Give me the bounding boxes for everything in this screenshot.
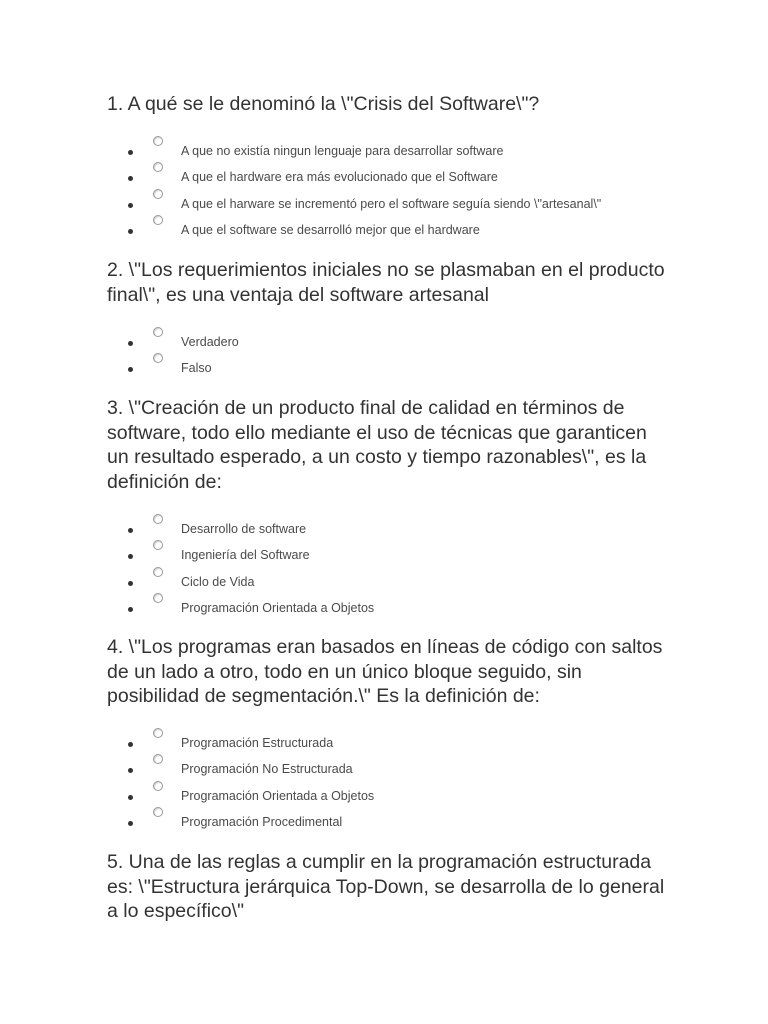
- option-label: A que el hardware era más evolucionado que el Software: [181, 170, 498, 185]
- question-2: [107, 258, 667, 376]
- bullet-icon: [128, 229, 133, 234]
- option-label: Programación Orientada a Objetos: [181, 788, 375, 803]
- radio-button[interactable]: [153, 514, 163, 524]
- radio-button[interactable]: [153, 136, 163, 146]
- option-label: Ciclo de Vida: [181, 574, 255, 589]
- radio-button[interactable]: [153, 781, 163, 791]
- radio-button[interactable]: [153, 754, 163, 764]
- option-item[interactable]: [107, 359, 667, 385]
- radio-button[interactable]: [153, 353, 163, 363]
- bullet-icon: [128, 341, 133, 346]
- radio-button[interactable]: [153, 162, 163, 172]
- option-label: Programación Procedimental: [181, 815, 343, 830]
- option-label: Programación Estructurada: [181, 736, 334, 750]
- option-item[interactable]: [107, 221, 667, 247]
- option-item[interactable]: [107, 734, 667, 760]
- option-label: Programación Orientada a Objetos: [181, 601, 375, 616]
- radio-button[interactable]: [153, 327, 163, 337]
- radio-button[interactable]: [153, 807, 163, 817]
- option-item[interactable]: [107, 760, 667, 786]
- option-item[interactable]: [107, 599, 667, 625]
- option-item[interactable]: [107, 787, 667, 813]
- radio-button[interactable]: [153, 215, 163, 225]
- option-item[interactable]: [107, 142, 667, 168]
- bullet-icon: [128, 203, 133, 208]
- radio-button[interactable]: [153, 189, 163, 199]
- question-4: [107, 635, 667, 830]
- bullet-icon: [128, 150, 133, 155]
- bullet-icon: [128, 581, 133, 586]
- option-label: Falso: [181, 361, 212, 376]
- bullet-icon: [128, 367, 133, 372]
- bullet-icon: [128, 821, 133, 826]
- radio-button[interactable]: [153, 567, 163, 577]
- option-label: Ingeniería del Software: [181, 548, 310, 563]
- radio-button[interactable]: [153, 728, 163, 738]
- bullet-icon: [128, 742, 133, 747]
- question-3: [107, 396, 667, 616]
- option-label: Desarrollo de software: [181, 522, 307, 536]
- bullet-icon: [128, 528, 133, 533]
- bullet-icon: [128, 795, 133, 800]
- bullet-icon: [128, 554, 133, 559]
- option-item[interactable]: [107, 195, 667, 221]
- option-label: A que no existía ningun lenguaje para desarrollar software: [181, 144, 504, 158]
- question-text: 2. \"Los requerimientos iniciales no se plasmaban en el producto final\", es una ventaja del software artesanal: [107, 259, 665, 306]
- question-text: 5. Una de las reglas a cumplir en la programación estructurada es: \"Estructura jerárquica Top-Down, se desarrolla de lo general a lo específico\": [107, 851, 665, 922]
- options-list: [107, 333, 667, 386]
- option-label: A que el harware se incrementó pero el software seguía siendo \"artesanal\": [181, 196, 602, 211]
- question-text: 1. A qué se le denominó la \"Crisis del Software\"?: [107, 93, 540, 115]
- option-item[interactable]: [107, 573, 667, 599]
- question-5: [107, 850, 667, 924]
- options-list: [107, 142, 667, 248]
- option-item[interactable]: [107, 168, 667, 194]
- bullet-icon: [128, 607, 133, 612]
- options-list: [107, 520, 667, 626]
- option-item[interactable]: [107, 520, 667, 546]
- question-text: 4. \"Los programas eran basados en líneas de código con saltos de un lado a otro, todo en un único bloque seguido, sin posibilidad de segmentación.\" Es la definición de:: [107, 636, 663, 707]
- option-item[interactable]: [107, 546, 667, 572]
- radio-button[interactable]: [153, 540, 163, 550]
- option-label: Programación No Estructurada: [181, 762, 353, 777]
- question-1: [107, 92, 667, 238]
- options-list: [107, 734, 667, 840]
- option-label: Verdadero: [181, 335, 239, 349]
- bullet-icon: [128, 768, 133, 773]
- radio-button[interactable]: [153, 593, 163, 603]
- bullet-icon: [128, 176, 133, 181]
- option-item[interactable]: [107, 813, 667, 839]
- option-label: A que el software se desarrolló mejor que el hardware: [181, 223, 480, 238]
- question-text: 3. \"Creación de un producto final de calidad en términos de software, todo ello mediante el uso de técnicas que garanticen un resultado esperado, a un costo y tiempo razonables\", es la definición de:: [107, 397, 647, 493]
- option-item[interactable]: [107, 333, 667, 359]
